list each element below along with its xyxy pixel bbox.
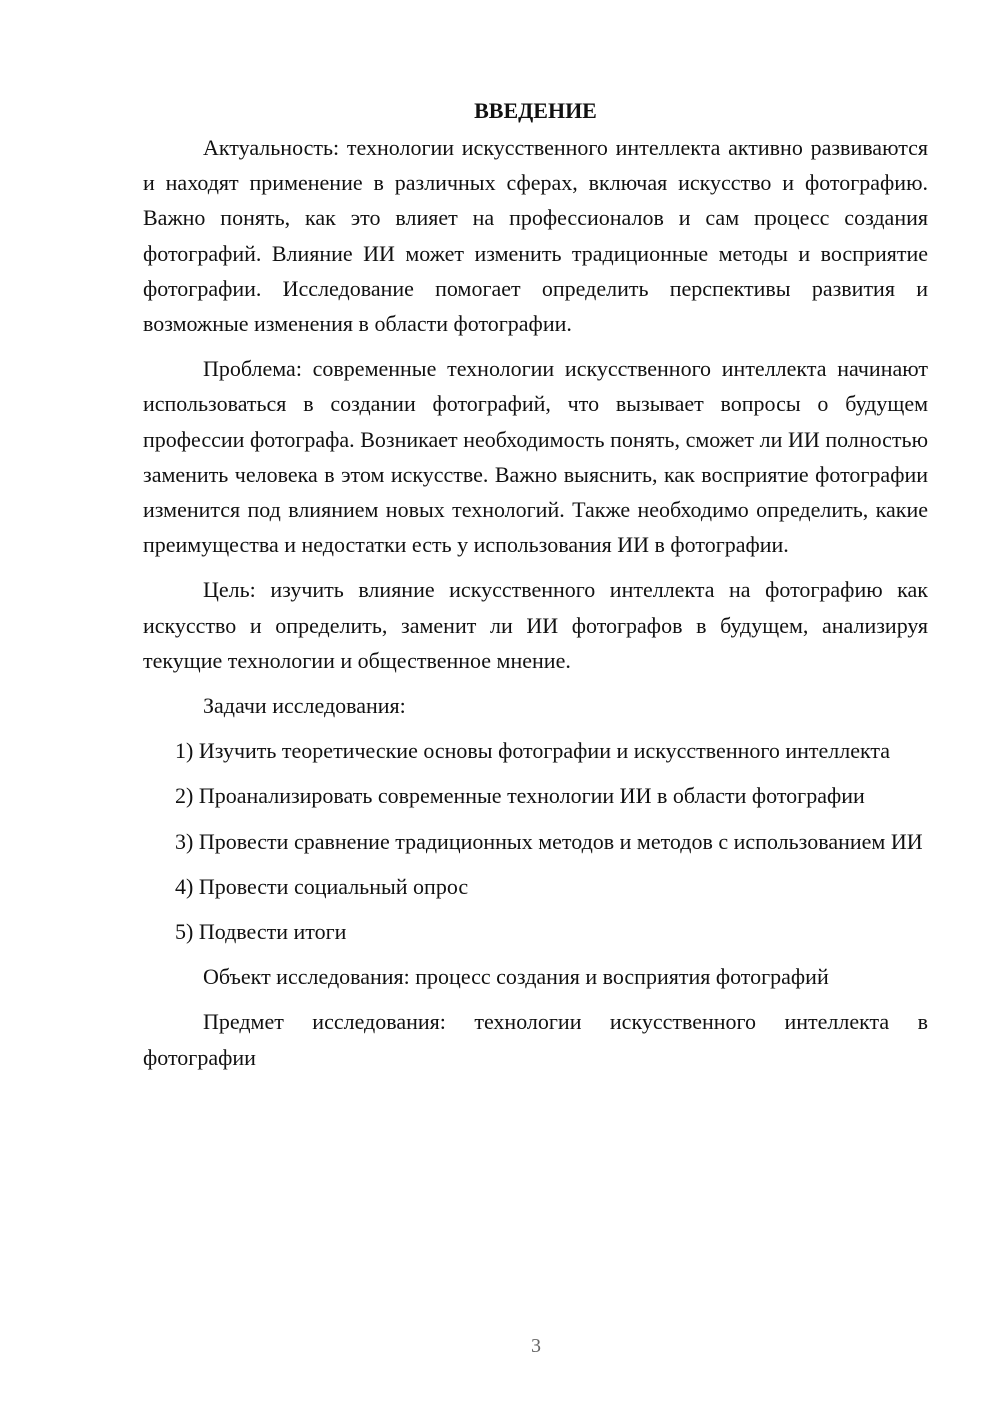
- problem-paragraph: Проблема: современные технологии искусственного интеллекта начинают использоваться в создании фотографий, что вызывает вопросы о будущем профессии фотографа. Возникает необходимость понять, сможет ли ИИ полностью заменить человека в этом искусстве. Важно выяснить, как восприятие фотографии изменится под влиянием новых технологий. Также необходимо определить, какие преимущества и недостатки есть у использования ИИ в фотографии.: [143, 356, 928, 558]
- section-heading: ВВЕДЕНИЕ: [474, 98, 597, 123]
- goal-paragraph: Цель: изучить влияние искусственного интеллекта на фотографию как искусство и определить, заменит ли ИИ фотографов в будущем, анализируя текущие технологии и общественное мнение.: [143, 577, 928, 673]
- tasks-heading: Задачи исследования:: [203, 693, 406, 719]
- task-item: 3) Провести сравнение традиционных методов и методов с использованием ИИ: [175, 828, 923, 854]
- task-item: 5) Подвести итоги: [175, 919, 347, 945]
- task-item: 1) Изучить теоретические основы фотографии и искусственного интеллекта: [175, 738, 891, 764]
- relevance-paragraph: Актуальность: технологии искусственного интеллекта активно развиваются и находят применение в различных сферах, включая искусство и фотографию. Важно понять, как это влияет на профессионалов и сам процесс создания фотографий. Влияние ИИ может изменить традиционные методы и восприятие фотографии. Исследование помогает определить перспективы развития и возможные изменения в области фотографии.: [143, 135, 928, 337]
- page-number: 3: [531, 1335, 541, 1357]
- subject-paragraph: Предмет исследования: технологии искусственного интеллекта в фотографии: [143, 1009, 928, 1070]
- task-item: 2) Проанализировать современные технологии ИИ в области фотографии: [175, 783, 865, 809]
- document-page: [143, 96, 928, 1085]
- object-paragraph: Объект исследования: процесс создания и восприятия фотографий: [203, 964, 829, 990]
- task-item: 4) Провести социальный опрос: [175, 873, 469, 899]
